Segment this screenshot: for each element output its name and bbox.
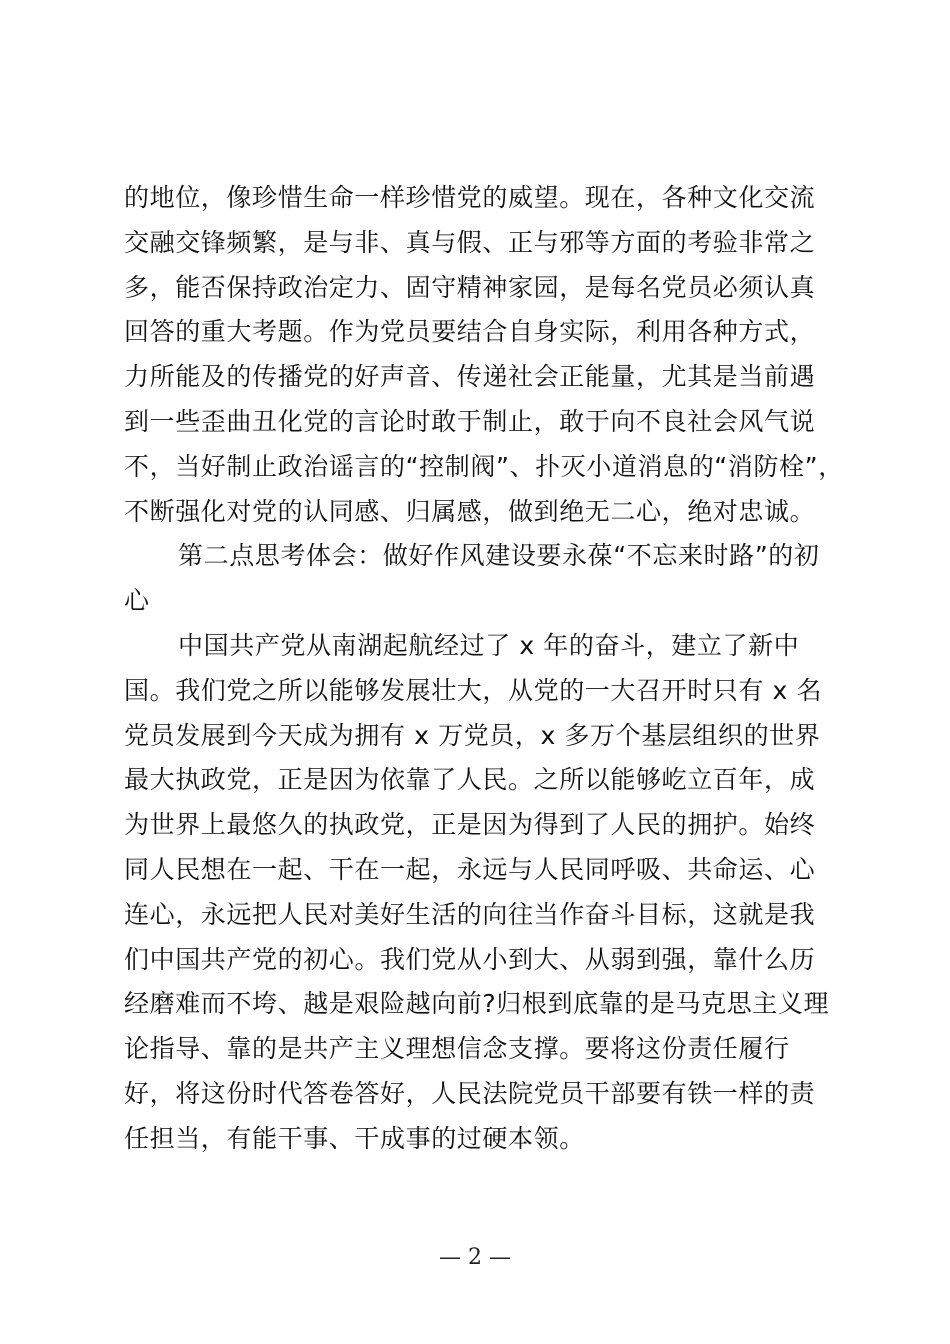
text-line: 连心，永远把人民对美好生活的向往当作奋斗目标，这就是我 (124, 899, 816, 929)
text-line: 的地位，像珍惜生命一样珍惜党的威望。现在，各种文化交流 (124, 183, 816, 212)
text-line: 为世界上最悠久的执政党，正是因为得到了人民的拥护。始终 (124, 810, 816, 840)
text-line: 国。我们党之所以能够发展壮大，从党的一大召开时只有 x 名 (124, 675, 823, 705)
text-line: 回答的重大考题。作为党员要结合自身实际，利用各种方式， (124, 317, 816, 347)
text-line: 同人民想在一起、干在一起，永远与人民同呼吸、共命运、心 (124, 854, 816, 884)
text-line: 力所能及的传播党的好声音、传递社会正能量，尤其是当前遇 (124, 362, 816, 392)
text-line: 最大执政党，正是因为依靠了人民。之所以能够屹立百年，成 (124, 765, 816, 795)
text-line: 多，能否保持政治定力、固守精神家园，是每名党员必须认真 (124, 272, 816, 302)
text-line: 们中国共产党的初心。我们党从小到大、从弱到强，靠什么历 (124, 944, 816, 974)
text-line: 论指导、靠的是共产主义理想信念支撑。要将这份责任履行 (124, 1034, 790, 1064)
text-line: 不断强化对党的认同感、归属感，做到绝无二心，绝对忠诚。 (124, 496, 816, 526)
paragraph-original-aspiration (124, 624, 830, 1162)
text-line: 好，将这份时代答卷答好，人民法院党员干部要有铁一样的责 (124, 1078, 816, 1108)
document-body (124, 176, 844, 1162)
section-heading-second-point (124, 534, 824, 624)
text-line: 交融交锋频繁，是与非、真与假、正与邪等方面的考验非常之 (124, 227, 816, 257)
text-line: 中国共产党从南湖起航经过了 x 年的奋斗，建立了新中 (178, 630, 800, 660)
page-number: — 2 — (439, 1245, 511, 1270)
text-line: 到一些歪曲丑化党的言论时敢于制止，敢于向不良社会风气说 (124, 406, 816, 436)
text-line: 经磨难而不垮、越是艰险越向前?归根到底靠的是马克思主义理 (124, 989, 830, 1019)
paragraph-party-loyalty (124, 176, 844, 534)
text-line: 第二点思考体会：做好作风建设要永葆“不忘来时路”的初 (178, 541, 820, 571)
text-line: 任担当，有能干事、干成事的过硬本领。 (124, 1123, 585, 1153)
text-line: 不，当好制止政治谣言的“控制阀”、扑灭小道消息的“消防栓”， (124, 451, 844, 481)
text-line: 心 (124, 586, 150, 616)
text-line: 党员发展到今天成为拥有 x 万党员，x 多万个基层组织的世界 (124, 720, 821, 750)
